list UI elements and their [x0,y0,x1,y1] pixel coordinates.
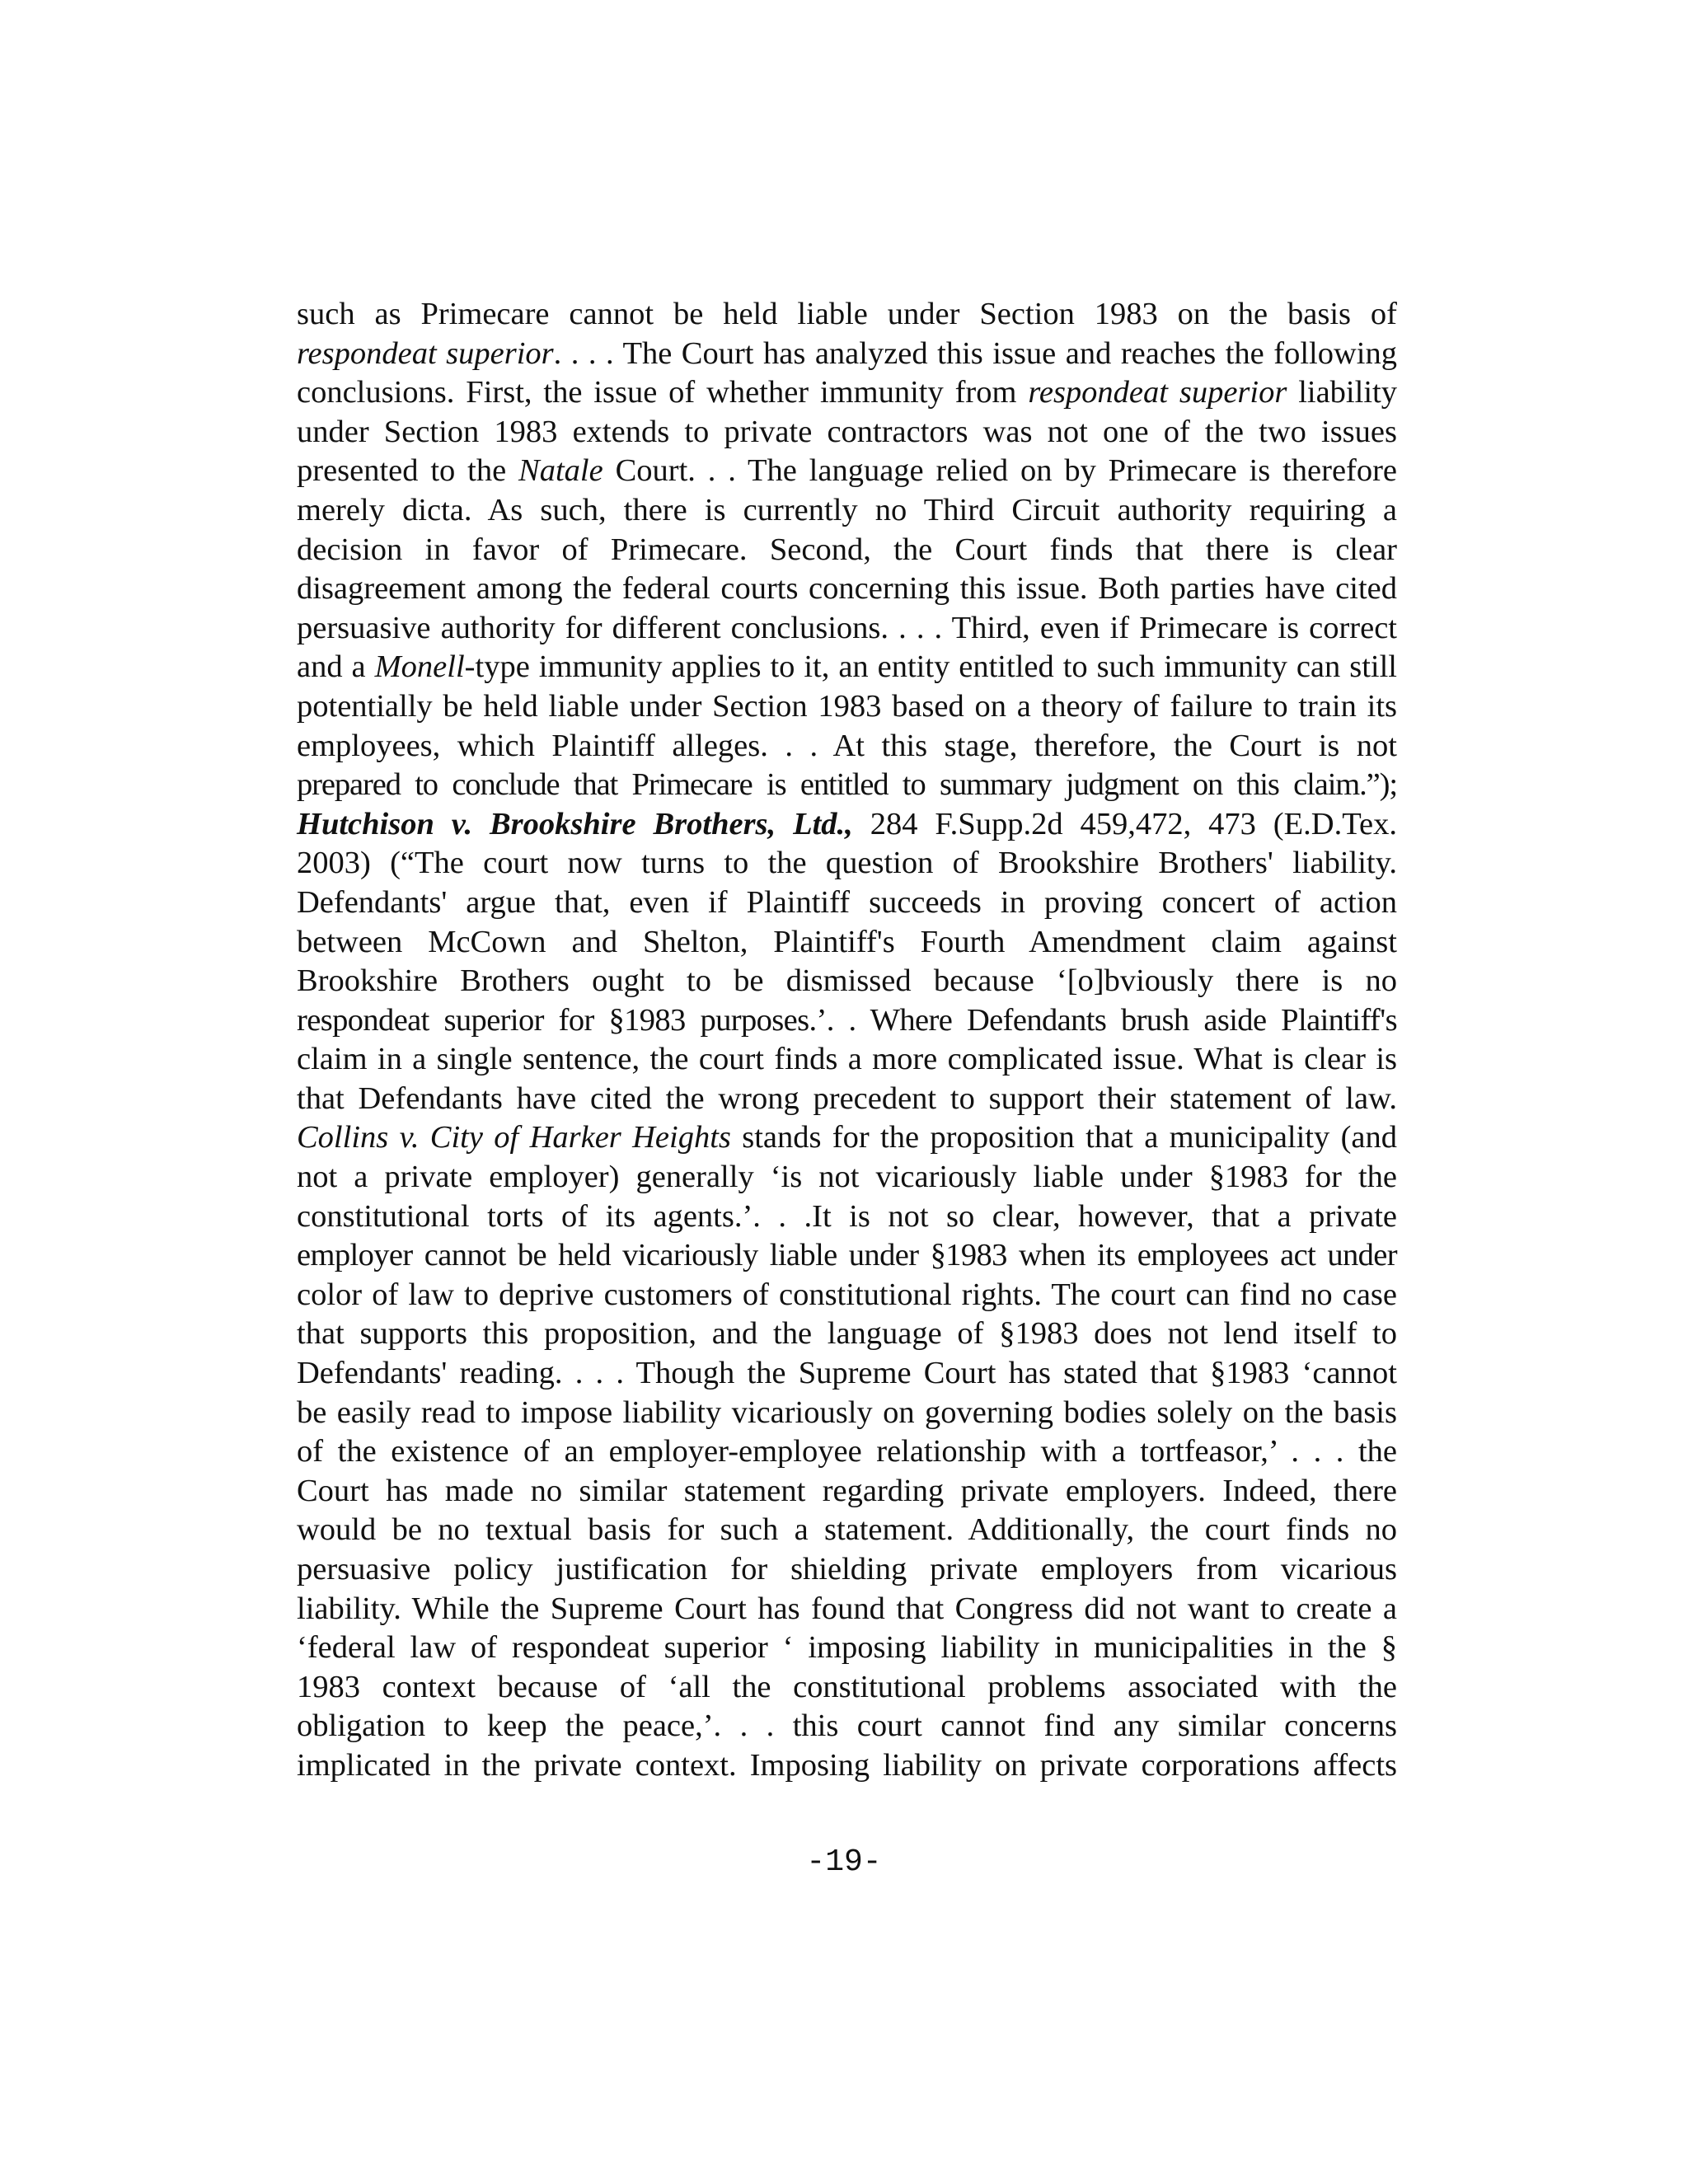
text-run: Brookshire Brothers ought to be dismissed because ‘[o]bviously there is no [297,963,1397,999]
text-run: implicated in the private context. Imposing liability on private corporations affects [297,1747,1397,1783]
text-line [297,1080,1397,1119]
italic-text: Monell [374,649,465,685]
text-run: disagreement among the federal courts concerning this issue. Both parties have cited [297,571,1397,607]
text-line [297,531,1397,570]
text-line [297,805,1397,845]
text-run: not a private employer) generally ‘is not vicariously liable under §1983 for the [297,1160,1397,1195]
text-line [297,1315,1397,1354]
text-line [297,727,1397,766]
page-number: -19- [806,1844,882,1880]
text-line [297,1236,1397,1276]
text-line [297,491,1397,531]
text-line [297,1118,1397,1158]
text-run: prepared to conclude that Primecare is entitled to summary judgment on this claim.”); [297,767,1397,803]
text-run: employer cannot be held vicariously liable under §1983 when its employees act under [297,1238,1397,1273]
text-line [297,452,1397,491]
text-line [297,1668,1397,1708]
text-line [297,1472,1397,1511]
text-line [297,335,1397,374]
text-run: respondeat superior for §1983 purposes.’. . Where Defendants brush aside Plaintiff's [297,1002,1397,1038]
text-line [297,962,1397,1001]
text-run: Court has made no similar statement regarding private employers. Indeed, there [297,1473,1397,1508]
text-run: ‘federal law of respondeat superior ‘ imposing liability in municipalities in the § [297,1630,1397,1666]
text-run: and a [297,649,375,685]
italic-text: Natale [518,453,603,489]
text-line [297,687,1397,727]
text-run: 284 F.Supp.2d 459,472, 473 (E.D.Tex. [852,806,1397,841]
text-run: 1983 context because of ‘all the constitutional problems associated with the [297,1669,1397,1704]
text-line [297,1629,1397,1668]
text-line [297,1746,1397,1786]
text-run: Court. . . The language relied on by Primecare is therefore [603,453,1398,489]
text-run: liability [1287,375,1397,410]
text-run: between McCown and Shelton, Plaintiff's Fourth Amendment claim against [297,924,1397,959]
text-run: constitutional torts of its agents.’. . .It is not so clear, however, that a private [297,1198,1397,1234]
text-line [297,1432,1397,1472]
text-run: of the existence of an employer-employee relationship with a tortfeasor,’ . . . the [297,1434,1397,1469]
text-run: Defendants' argue that, even if Plaintiff succeeds in proving concert of action [297,884,1397,920]
text-line [297,569,1397,609]
text-run: claim in a single sentence, the court finds a more complicated issue. What is clear is [297,1042,1397,1077]
text-run: . . . . The Court has analyzed this issue and reaches the following [553,335,1397,371]
text-line [297,373,1397,413]
text-run: -type immunity applies to it, an entity entitled to such immunity can still [464,649,1397,685]
text-line [297,923,1397,963]
text-line [297,766,1397,805]
text-run: potentially be held liable under Section 1983 based on a theory of failure to train its [297,688,1397,724]
italic-text: respondeat superior [1028,375,1287,410]
text-line [297,413,1397,452]
text-run: color of law to deprive customers of constitutional rights. The court can find no case [297,1277,1397,1312]
text-line [297,883,1397,923]
case-citation: Hutchison v. Brookshire Brothers, Ltd., [297,806,853,841]
text-run: conclusions. First, the issue of whether immunity from [297,375,1029,410]
text-line [297,648,1397,687]
document-body [297,295,1397,1786]
text-run: persuasive authority for different conclusions. . . . Third, even if Primecare is correct [297,610,1397,645]
text-line [297,295,1397,335]
text-line [297,1276,1397,1315]
text-line [297,1550,1397,1590]
text-line [297,1511,1397,1550]
text-line [297,609,1397,649]
text-line [297,1197,1397,1237]
text-run: be easily read to impose liability vicariously on governing bodies solely on the basis [297,1394,1397,1430]
text-run: merely dicta. As such, there is currently no Third Circuit authority requiring a [297,492,1397,527]
text-line [297,1394,1397,1433]
text-line [297,1707,1397,1746]
text-run: under Section 1983 extends to private contractors was not one of the two issues [297,414,1397,449]
text-run: 2003) (“The court now turns to the question of Brookshire Brothers' liability. [297,846,1397,881]
italic-text: Collins v. City of Harker Heights [297,1120,731,1155]
text-run: that supports this proposition, and the language of §1983 does not lend itself to [297,1316,1397,1352]
text-run: Defendants' reading. . . . Though the Supreme Court has stated that §1983 ‘cannot [297,1356,1397,1391]
text-run: would be no textual basis for such a statement. Additionally, the court finds no [297,1512,1397,1548]
text-run: such as Primecare cannot be held liable under Section 1983 on the basis of [297,297,1397,331]
text-run: persuasive policy justification for shielding private employers from vicarious [297,1552,1397,1586]
text-line [297,1590,1397,1629]
text-line [297,1001,1397,1041]
text-run: decision in favor of Primecare. Second, the Court finds that there is clear [297,532,1397,567]
text-run: liability. While the Supreme Court has found that Congress did not want to create a [297,1591,1397,1626]
text-run: employees, which Plaintiff alleges. . . At this stage, therefore, the Court is not [297,728,1397,763]
italic-text: respondeat superior [297,335,554,371]
text-run: obligation to keep the peace,’. . . this court cannot find any similar concerns [297,1708,1397,1744]
text-line [297,1040,1397,1080]
text-run: that Defendants have cited the wrong precedent to support their statement of law. [297,1080,1397,1116]
text-run: presented to the [297,453,519,489]
text-line [297,1158,1397,1197]
text-run: stands for the proposition that a municipality (and [730,1120,1397,1155]
text-line [297,844,1397,883]
text-line [297,1354,1397,1394]
